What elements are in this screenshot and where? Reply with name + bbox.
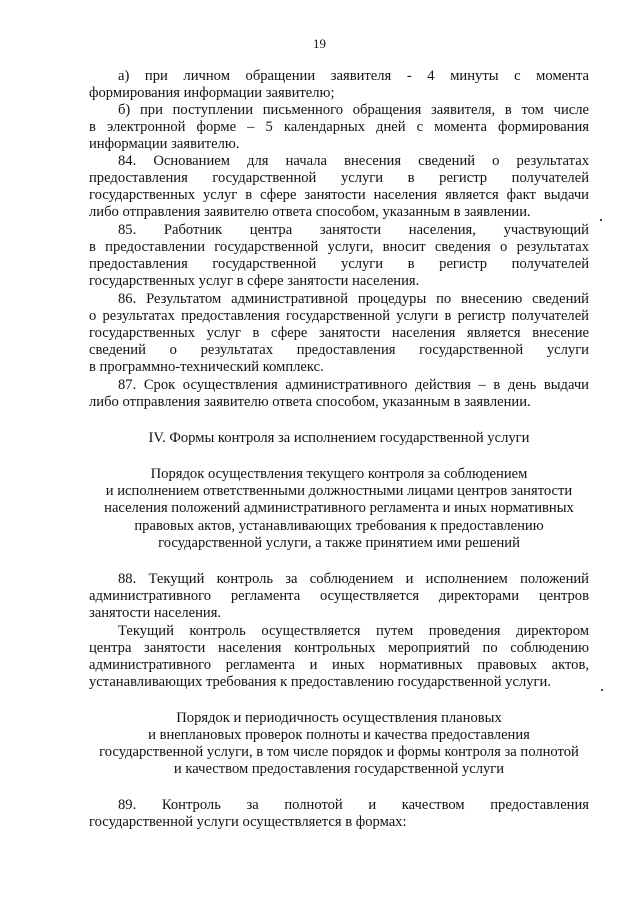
- text-line: предоставления государственной услуги в регистр получателей: [89, 256, 589, 272]
- subsection-heading: и качеством предоставления государственной услуги: [173, 761, 505, 777]
- text-line: в электронной форме – 5 календарных дней с момента формирования: [89, 119, 589, 135]
- text-line: либо отправления заявителю ответа способом, указанным в заявлении.: [89, 394, 531, 410]
- text-line: либо отправления заявителю ответа способом, указанным в заявлении.: [89, 204, 531, 220]
- text-line: информации заявителю.: [89, 136, 240, 152]
- subsection-heading: правовых актов, устанавливающих требования к предоставлению: [134, 518, 544, 534]
- text-line: 86. Результатом административной процедуры по внесению сведений: [118, 291, 589, 307]
- subsection-heading: и исполнением ответственными должностными лицами центров занятости: [105, 483, 573, 499]
- text-line: сведений о результатах предоставления государственной услуги: [89, 342, 589, 358]
- text-line: Текущий контроль осуществляется путем проведения директором: [118, 623, 589, 639]
- text-line: предоставления государственной услуги в регистр получателей: [89, 170, 589, 186]
- text-line: в предоставлении государственной услуги, вносит сведения о результатах: [89, 239, 589, 255]
- text-line: 85. Работник центра занятости населения, участвующий: [118, 222, 589, 238]
- subsection-heading: населения положений административного регламента и иных нормативных: [104, 500, 574, 516]
- text-line: в программно-технический комплекс.: [89, 359, 324, 375]
- text-line: административного регламента осуществляется директорами центров: [89, 588, 589, 604]
- text-line: государственных услуг в сфере занятости населения является факт выдачи: [89, 187, 589, 203]
- text-line: 84. Основанием для начала внесения сведений о результатах: [118, 153, 589, 169]
- text-line: б) при поступлении письменного обращения заявителя, в том числе: [118, 102, 589, 118]
- subsection-heading: Порядок и периодичность осуществления плановых: [176, 710, 502, 726]
- text-line: занятости населения.: [89, 605, 222, 621]
- text-line: 89. Контроль за полнотой и качеством предоставления: [118, 797, 589, 813]
- scan-speck: [600, 219, 602, 221]
- text-line: устанавливающих требования к предоставлению государственной услуги.: [89, 674, 551, 690]
- text-line: государственных услуг в сфере занятости населения является внесение: [89, 325, 589, 341]
- section-heading: IV. Формы контроля за исполнением государственной услуги: [148, 430, 530, 446]
- subsection-heading: Порядок осуществления текущего контроля за соблюдением: [150, 466, 528, 482]
- text-line: государственных услуг в сфере занятости населения.: [89, 273, 420, 289]
- text-line: административного регламента и иных нормативных правовых актов,: [89, 657, 589, 673]
- page-number: 19: [313, 36, 326, 51]
- text-line: а) при личном обращении заявителя - 4 минуты с момента: [118, 68, 589, 84]
- subsection-heading: государственной услуги, в том числе порядок и формы контроля за полнотой: [99, 744, 579, 760]
- text-line: государственной услуги осуществляется в формах:: [89, 814, 407, 830]
- text-line: формирования информации заявителю;: [89, 85, 335, 101]
- scan-speck: [601, 689, 603, 691]
- subsection-heading: государственной услуги, а также принятием ими решений: [158, 535, 520, 551]
- text-line: 87. Срок осуществления административного действия – в день выдачи: [118, 377, 589, 393]
- subsection-heading: и внеплановых проверок полноты и качества предоставления: [148, 727, 530, 743]
- text-line: центра занятости населения контрольных мероприятий по соблюдению: [89, 640, 589, 656]
- text-line: 88. Текущий контроль за соблюдением и исполнением положений: [118, 571, 589, 587]
- text-line: о результатах предоставления государственной услуги в регистр получателей: [89, 308, 589, 324]
